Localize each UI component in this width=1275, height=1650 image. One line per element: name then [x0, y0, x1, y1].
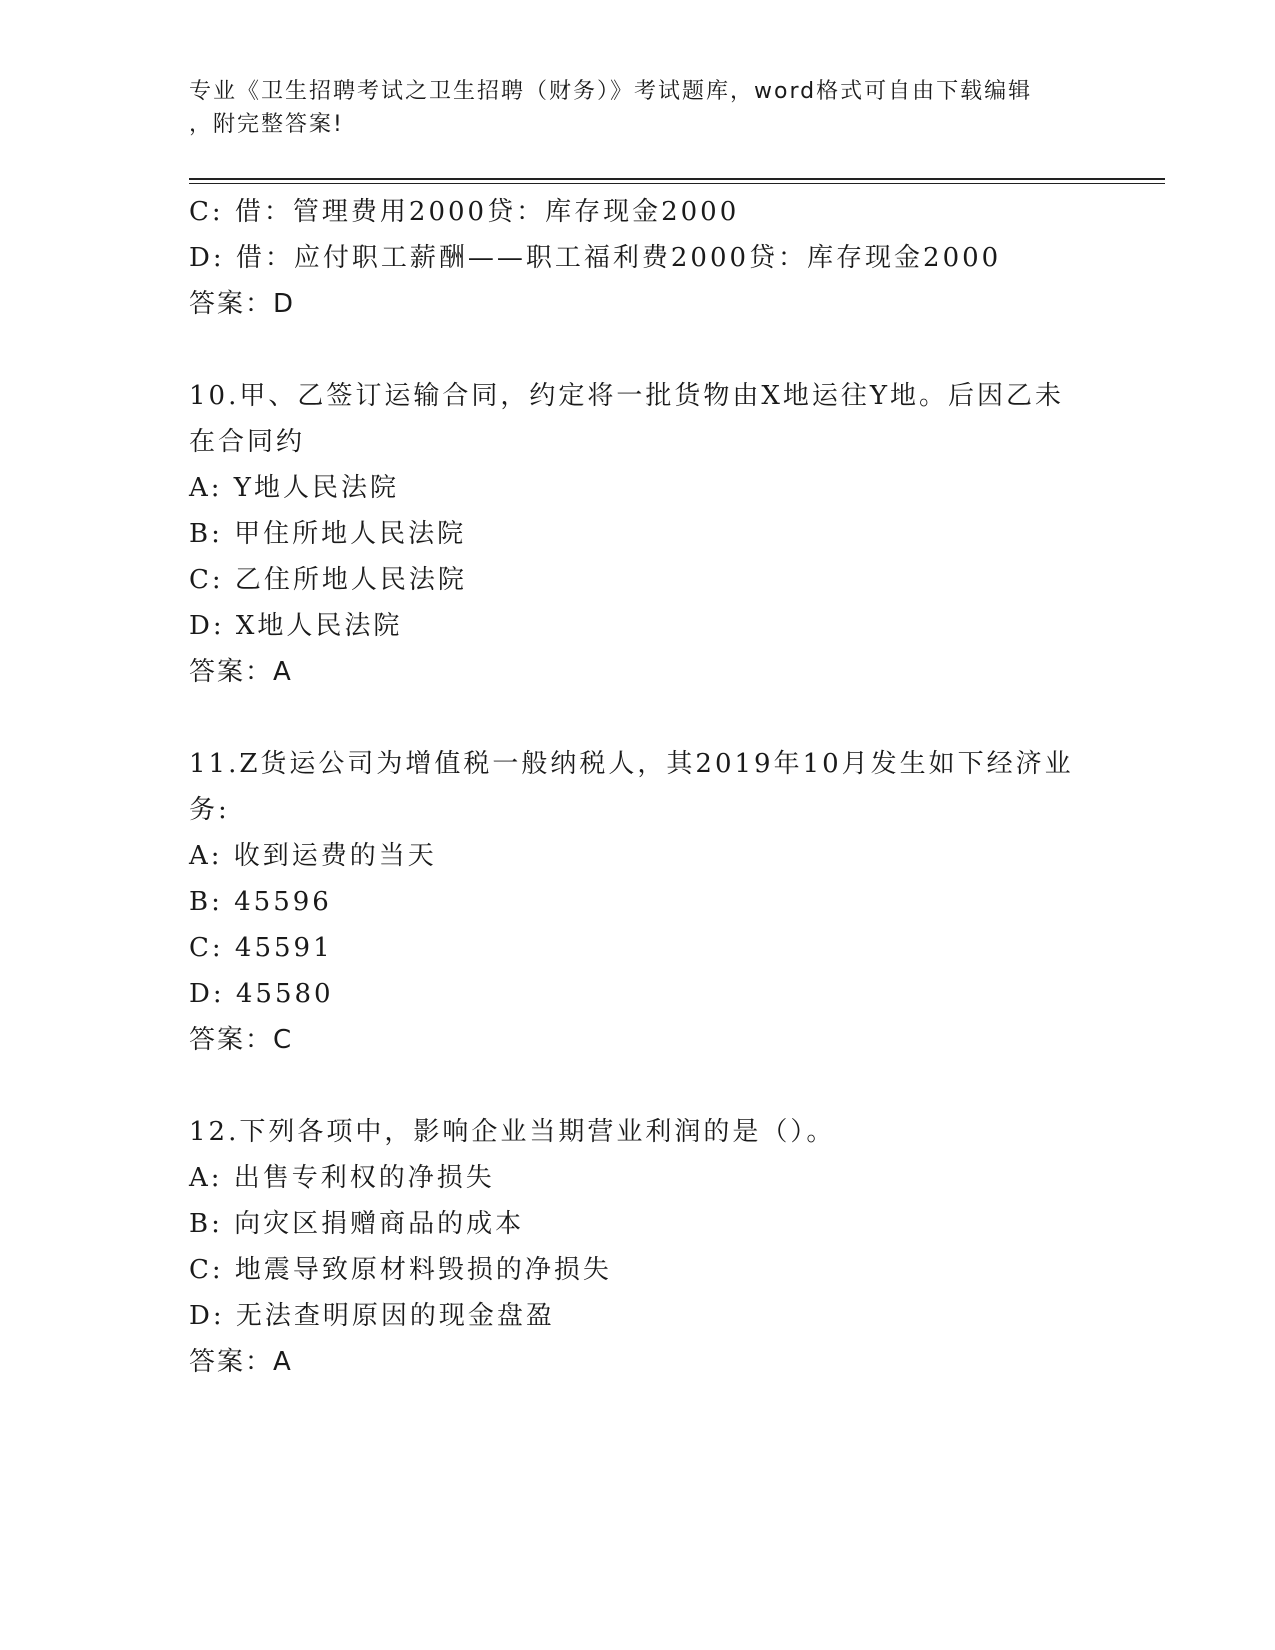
prev-option-d: D: 借：应付职工薪酬——职工福利费2000贷：库存现金2000: [189, 243, 1002, 273]
option-b: B: 向灾区捐赠商品的成本: [189, 1209, 525, 1239]
question-text-line1: 10.甲、乙签订运输合同，约定将一批货物由X地运往Y地。后因乙未: [189, 381, 1065, 411]
option-b: B: 甲住所地人民法院: [189, 519, 467, 549]
header-divider-thick: [189, 178, 1165, 180]
question-11: [189, 741, 1089, 1063]
answer: 答案：A: [189, 657, 293, 687]
option-a: A: 出售专利权的净损失: [189, 1163, 495, 1193]
option-d: D: 45580: [189, 979, 334, 1009]
header-divider-thin: [189, 183, 1165, 184]
answer: 答案：C: [189, 1025, 294, 1055]
option-d: D: X地人民法院: [189, 611, 403, 641]
option-b: B: 45596: [189, 887, 332, 917]
question-text: 12.下列各项中，影响企业当期营业利润的是（）。: [189, 1117, 836, 1147]
question-text-line2: 在合同约: [189, 427, 306, 457]
option-a: A: 收到运费的当天: [189, 841, 437, 871]
option-a: A: Y地人民法院: [189, 473, 399, 503]
option-c: C: 乙住所地人民法院: [189, 565, 467, 595]
question-text-line1: 11.Z货运公司为增值税一般纳税人，其2019年10月发生如下经济业: [189, 749, 1074, 779]
option-d: D: 无法查明原因的现金盘盈: [189, 1301, 555, 1331]
option-c: C: 45591: [189, 933, 333, 963]
document-header: [189, 75, 1089, 141]
option-c: C: 地震导致原材料毁损的净损失: [189, 1255, 612, 1285]
prev-option-c: C: 借：管理费用2000贷：库存现金2000: [189, 197, 740, 227]
answer: 答案：A: [189, 1347, 293, 1377]
header-line-1: 专业《卫生招聘考试之卫生招聘（财务）》考试题库，word格式可自由下载编辑: [189, 79, 1033, 104]
header-line-2: ，附完整答案!: [189, 112, 344, 137]
question-12: [189, 1109, 1089, 1385]
question-content: [189, 189, 1089, 1385]
question-text-line2: 务:: [189, 795, 230, 825]
prev-answer: 答案：D: [189, 289, 296, 319]
question-10: [189, 373, 1089, 695]
